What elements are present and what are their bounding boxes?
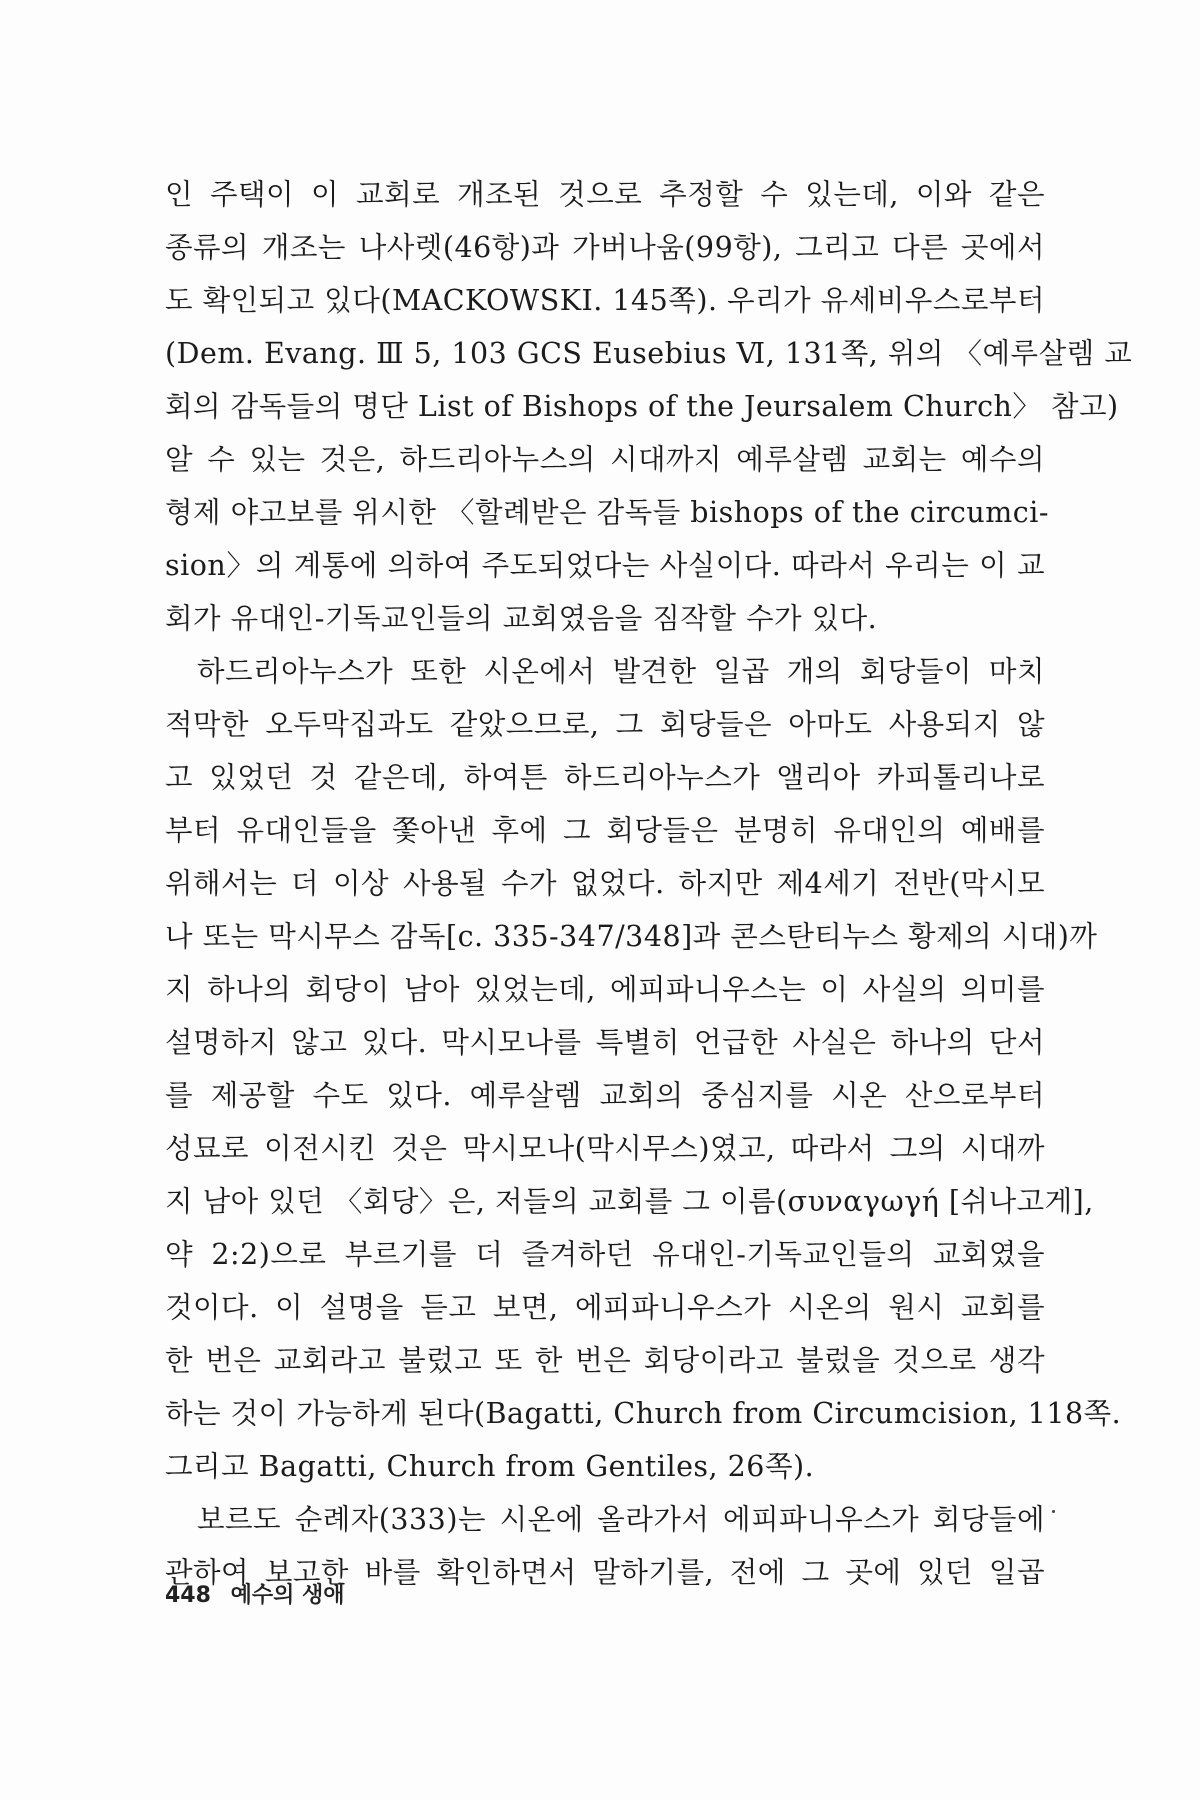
- text-line: 도 확인되고 있다(MACKOWSKI. 145쪽). 우리가 유세비우스로부터: [165, 284, 1045, 317]
- text-line: 지 남아 있던 〈회당〉은, 저들의 교회를 그 이름(συναγωγή [쉬나고게],: [165, 1185, 1094, 1218]
- text-line: 종류의 개조는 나사렛(46항)과 가버나움(99항), 그리고 다른 곳에서: [165, 231, 1045, 264]
- text-line: 설명하지 않고 있다. 막시모나를 특별히 언급한 사실은 하나의 단서: [165, 1026, 1045, 1059]
- text-line: 약 2:2)으로 부르기를 더 즐겨하던 유대인-기독교인들의 교회였을: [165, 1238, 1045, 1271]
- page-number: 448: [165, 1583, 211, 1608]
- text-line: 지 하나의 회당이 남아 있었는데, 에피파니우스는 이 사실의 의미를: [165, 973, 1045, 1006]
- text-line: 하드리아누스가 또한 시온에서 발견한 일곱 개의 회당들이 마치: [197, 655, 1045, 688]
- text-line: 부터 유대인들을 쫓아낸 후에 그 회당들은 분명히 유대인의 예배를: [165, 814, 1045, 847]
- text-line: sion〉의 계통에 의하여 주도되었다는 사실이다. 따라서 우리는 이 교: [165, 549, 1045, 582]
- body-text: [165, 168, 1133, 1599]
- text-line: 회가 유대인-기독교인들의 교회였음을 짐작할 수가 있다.: [165, 602, 878, 635]
- running-title: 예수의 생애: [230, 1583, 345, 1608]
- text-line: 형제 야고보를 위시한 〈할례받은 감독들 bishops of the circumci-: [165, 496, 1049, 529]
- text-line: 성묘로 이전시킨 것은 막시모나(막시무스)였고, 따라서 그의 시대까: [165, 1132, 1045, 1165]
- text-line: 것이다. 이 설명을 듣고 보면, 에피파니우스가 시온의 원시 교회를: [165, 1291, 1045, 1324]
- text-line: 한 번은 교회라고 불렀고 또 한 번은 회당이라고 불렀을 것으로 생각: [165, 1344, 1045, 1377]
- text-line: 관하여 보고한 바를 확인하면서 말하기를, 전에 그 곳에 있던 일곱: [165, 1556, 1045, 1589]
- text-line: 하는 것이 가능하게 된다(Bagatti, Church from Circumcision, 118쪽.: [165, 1397, 1122, 1430]
- text-line: (Dem. Evang. Ⅲ 5, 103 GCS Eusebius Ⅵ, 131쪽, 위의 〈예루살렘 교: [165, 337, 1133, 370]
- text-line: 위해서는 더 이상 사용될 수가 없었다. 하지만 제4세기 전반(막시모: [165, 867, 1045, 900]
- text-line: 적막한 오두막집과도 같았으므로, 그 회당들은 아마도 사용되지 않: [165, 708, 1045, 741]
- text-line: 를 제공할 수도 있다. 예루살렘 교회의 중심지를 시온 산으로부터: [165, 1079, 1045, 1112]
- text-line: 그리고 Bagatti, Church from Gentiles, 26쪽).: [165, 1450, 815, 1483]
- text-line: 고 있었던 것 같은데, 하여튼 하드리아누스가 앨리아 카피톨리나로: [165, 761, 1045, 794]
- margin-dot: [1052, 1510, 1055, 1513]
- text-line: 보르도 순례자(333)는 시온에 올라가서 에피파니우스가 회당들에: [197, 1503, 1045, 1536]
- text-line: 회의 감독들의 명단 List of Bishops of the Jeursalem Church〉 참고): [165, 390, 1119, 423]
- page-footer: [165, 1578, 345, 1609]
- text-line: 나 또는 막시무스 감독[c. 335-347/348]과 콘스탄티누스 황제의 시대)까: [165, 920, 1098, 953]
- text-line: 인 주택이 이 교회로 개조된 것으로 추정할 수 있는데, 이와 같은: [165, 178, 1045, 211]
- text-line: 알 수 있는 것은, 하드리아누스의 시대까지 예루살렘 교회는 예수의: [165, 443, 1045, 476]
